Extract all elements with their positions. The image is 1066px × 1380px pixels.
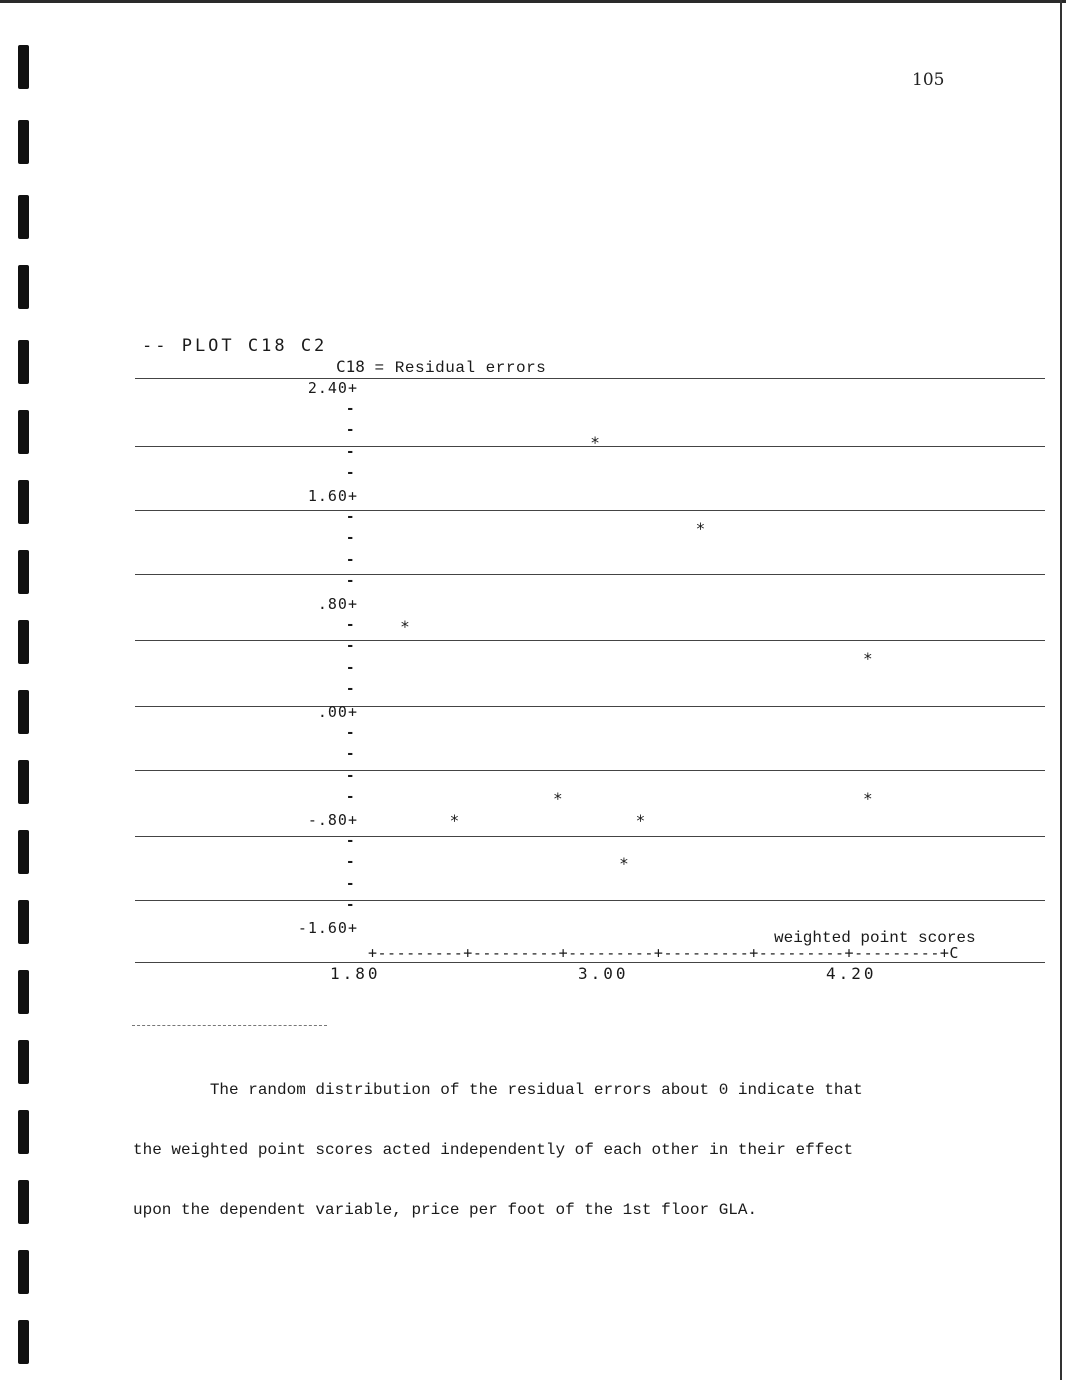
y-axis-dash: - bbox=[346, 551, 355, 568]
binding-hole bbox=[18, 620, 29, 664]
y-axis-dash: - bbox=[346, 443, 355, 460]
y-axis-dash: - bbox=[346, 897, 355, 914]
ruled-line bbox=[135, 574, 1045, 575]
y-tick-label: -1.60+ bbox=[297, 919, 358, 937]
binding-hole bbox=[18, 1110, 29, 1154]
binding-holes bbox=[14, 0, 38, 1380]
y-axis-dash: - bbox=[346, 767, 355, 784]
y-tick-label: -.80+ bbox=[307, 811, 358, 829]
caption-line: upon the dependent variable, price per foot of the 1st floor GLA. bbox=[133, 1201, 758, 1219]
ruled-line bbox=[135, 962, 1045, 963]
ruled-line bbox=[135, 836, 1045, 837]
binding-hole bbox=[18, 1180, 29, 1224]
data-point: * bbox=[635, 811, 646, 830]
data-point: * bbox=[619, 854, 629, 874]
binding-hole bbox=[18, 45, 29, 89]
y-axis-dash: - bbox=[346, 638, 355, 655]
x-tick-label: 3.00 bbox=[578, 964, 629, 983]
binding-hole bbox=[18, 550, 29, 594]
y-tick-label: .80+ bbox=[317, 595, 358, 613]
x-axis-title: weighted point scores bbox=[774, 929, 976, 947]
y-axis-dash: - bbox=[346, 422, 355, 439]
y-axis-dash: - bbox=[346, 508, 355, 525]
caption-line: the weighted point scores acted independently of each other in their effect bbox=[133, 1141, 854, 1159]
y-axis-dash: - bbox=[346, 616, 355, 633]
y-variable-name: C18 bbox=[336, 357, 365, 376]
y-axis-dash: - bbox=[346, 746, 355, 763]
y-axis-dash: - bbox=[346, 875, 355, 892]
binding-hole bbox=[18, 1250, 29, 1294]
data-point: * bbox=[449, 811, 460, 830]
binding-hole bbox=[18, 760, 29, 804]
y-axis-dash: - bbox=[346, 573, 355, 590]
data-point: * bbox=[863, 649, 873, 668]
y-axis-dash: - bbox=[346, 854, 355, 871]
binding-hole bbox=[18, 690, 29, 734]
y-axis-dash: - bbox=[346, 832, 355, 849]
y-tick-label: 2.40+ bbox=[307, 379, 358, 397]
y-axis-dash: - bbox=[346, 659, 355, 676]
y-axis-dash: - bbox=[346, 724, 355, 741]
y-axis-dash: - bbox=[346, 400, 355, 417]
x-tick-label: 4.20 bbox=[826, 964, 877, 983]
y-axis-dash: - bbox=[346, 465, 355, 482]
y-axis-dash: - bbox=[346, 681, 355, 698]
binding-hole bbox=[18, 195, 29, 239]
page-top-edge bbox=[0, 0, 1066, 3]
binding-hole bbox=[18, 900, 29, 944]
caption-line: The random distribution of the residual errors about 0 indicate that bbox=[133, 1081, 863, 1099]
binding-hole bbox=[18, 970, 29, 1014]
ruled-line bbox=[135, 900, 1045, 901]
binding-hole bbox=[18, 340, 29, 384]
data-point: * bbox=[400, 616, 410, 636]
separator-line bbox=[132, 1025, 327, 1026]
binding-hole bbox=[18, 830, 29, 874]
binding-hole bbox=[18, 265, 29, 309]
ruled-line bbox=[135, 510, 1045, 511]
page-number: 105 bbox=[912, 70, 945, 90]
binding-hole bbox=[18, 120, 29, 164]
data-point: * bbox=[695, 519, 706, 539]
binding-hole bbox=[18, 410, 29, 454]
ruled-line bbox=[135, 640, 1045, 641]
caption bbox=[133, 1040, 953, 1240]
data-point: * bbox=[863, 789, 873, 809]
binding-hole bbox=[18, 1320, 29, 1364]
data-point: * bbox=[553, 789, 563, 809]
y-axis-dash: - bbox=[346, 530, 355, 547]
plot-command: -- PLOT C18 C2 bbox=[142, 336, 328, 356]
ruled-line bbox=[135, 770, 1045, 771]
binding-hole bbox=[18, 480, 29, 524]
y-axis-dash: - bbox=[346, 789, 355, 806]
y-tick-label: .00+ bbox=[317, 703, 358, 721]
data-point: * bbox=[590, 433, 600, 452]
x-tick-label: 1.80 bbox=[330, 964, 381, 983]
y-tick-label: 1.60+ bbox=[307, 487, 358, 505]
page-right-edge bbox=[1060, 0, 1062, 1380]
y-variable-label bbox=[336, 357, 546, 377]
binding-hole bbox=[18, 1040, 29, 1084]
x-axis-line: +---------+---------+---------+---------+---------+---------+C bbox=[368, 944, 959, 962]
y-variable-description: = Residual errors bbox=[374, 359, 547, 377]
